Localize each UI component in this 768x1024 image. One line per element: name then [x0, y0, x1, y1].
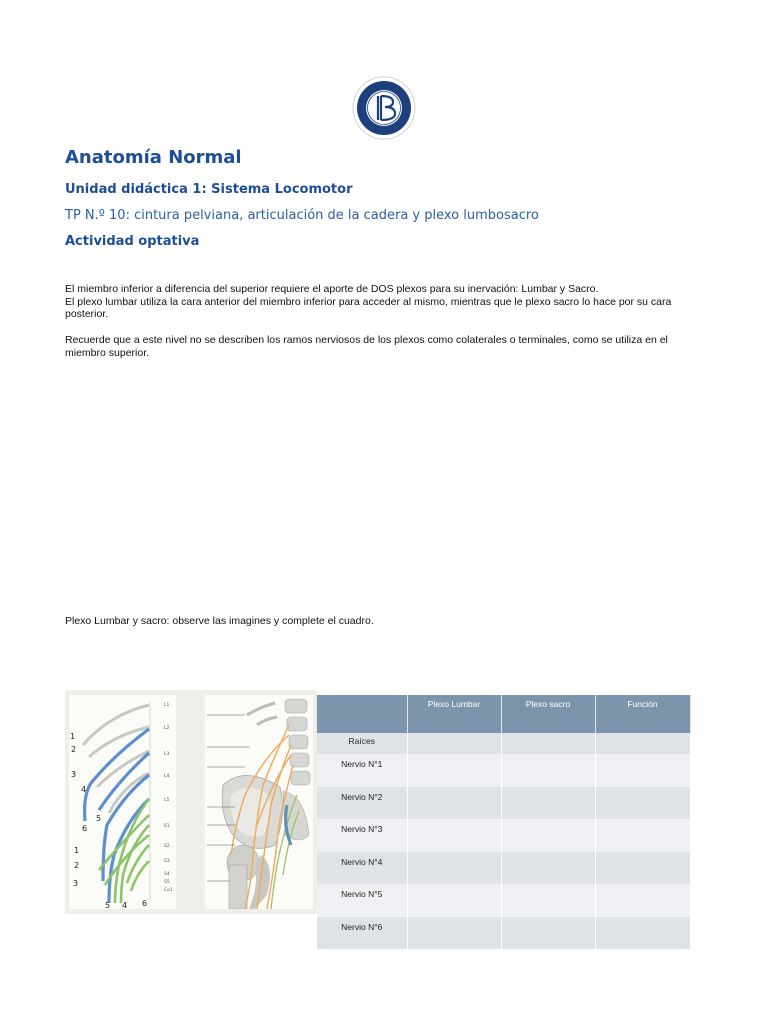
sacral-number-2: 2	[74, 861, 80, 870]
level-label-s2: S2	[164, 844, 170, 849]
level-label-l1: L1	[164, 703, 170, 708]
row-label-nervio-1: Nervio N°1	[317, 754, 407, 787]
cell-input[interactable]	[501, 852, 595, 885]
cell-input[interactable]	[595, 787, 690, 820]
cell-input[interactable]	[501, 819, 595, 852]
row-label-nervio-2: Nervio N°2	[317, 787, 407, 820]
table-row	[317, 819, 690, 852]
header-plexo-lumbar: Plexo Lumbar	[407, 695, 501, 733]
cell-input[interactable]	[407, 852, 501, 885]
cell-input[interactable]	[501, 884, 595, 917]
table-row	[317, 884, 690, 917]
header-empty	[317, 695, 407, 733]
table-row	[317, 754, 690, 787]
cell-input[interactable]	[501, 917, 595, 950]
table-row	[317, 917, 690, 950]
table-row	[317, 733, 690, 754]
level-label-l5: L5	[164, 798, 170, 803]
level-label-s3: S3	[164, 859, 170, 864]
row-label-nervio-3: Nervio N°3	[317, 819, 407, 852]
cell-input[interactable]	[501, 754, 595, 787]
level-label-s5: S5	[164, 880, 170, 885]
row-label-nervio-5: Nervio N°5	[317, 884, 407, 917]
cell-input[interactable]	[595, 852, 690, 885]
cell-input[interactable]	[595, 819, 690, 852]
level-label-l3: L3	[164, 752, 170, 757]
cell-input[interactable]	[407, 884, 501, 917]
cell-input[interactable]	[407, 733, 501, 754]
level-label-s4: S4	[164, 872, 170, 877]
cell-input[interactable]	[595, 754, 690, 787]
header-plexo-sacro: Plexo sacro	[501, 695, 595, 733]
plexus-table	[317, 695, 690, 932]
lumbar-number-1: 1	[70, 732, 76, 741]
table-row	[317, 852, 690, 885]
sacral-number-4: 4	[122, 901, 128, 909]
plexus-completion-table	[317, 695, 691, 949]
plexus-schematic-figure	[69, 695, 176, 909]
cell-input[interactable]	[595, 884, 690, 917]
intro-line-1: El miembro inferior a diferencia del superior requiere el aporte de DOS plexos para su inervación: Lumbar y Sacro.	[65, 283, 599, 295]
instruction-paragraph	[65, 615, 705, 628]
level-label-l2: L2	[164, 726, 170, 731]
tp-title: TP N.º 10: cintura pelviana, articulación de la cadera y plexo lumbosacro	[65, 208, 539, 223]
header-funcion: Función	[595, 695, 690, 733]
institution-seal-logo	[351, 76, 417, 140]
intro-paragraph	[65, 283, 705, 321]
unit-title: Unidad didáctica 1: Sistema Locomotor	[65, 182, 353, 197]
note-paragraph	[65, 334, 705, 359]
lumbar-number-2: 2	[71, 745, 77, 754]
lumbar-number-5: 5	[96, 814, 102, 823]
activity-label: Actividad optativa	[65, 234, 200, 249]
cell-input[interactable]	[407, 917, 501, 950]
level-label-l4: L4	[164, 774, 170, 779]
instruction-text: Plexo Lumbar y sacro: observe las imagines y complete el cuadro.	[65, 615, 374, 627]
sacral-number-5: 5	[105, 901, 111, 909]
cell-input[interactable]	[501, 733, 595, 754]
intro-line-2: El plexo lumbar utiliza la cara anterior del miembro inferior para acceder al mismo, mientras que le plexo sacro lo hace por su cara posterior.	[65, 295, 672, 320]
level-label-s1: S1	[164, 824, 170, 829]
cell-input[interactable]	[595, 917, 690, 950]
pelvis-anatomy-figure	[205, 695, 313, 909]
table-row	[317, 787, 690, 820]
sacral-number-6: 6	[142, 899, 148, 908]
lumbar-number-3: 3	[71, 770, 77, 779]
row-label-raices: Raíces	[317, 733, 407, 754]
lumbar-number-6: 6	[82, 824, 88, 833]
cell-input[interactable]	[407, 787, 501, 820]
sacral-number-1: 1	[74, 846, 80, 855]
level-label-co1: Co1	[164, 888, 173, 893]
row-label-nervio-6: Nervio N°6	[317, 917, 407, 950]
cell-input[interactable]	[407, 819, 501, 852]
cell-input[interactable]	[501, 787, 595, 820]
cell-input[interactable]	[407, 754, 501, 787]
lumbar-number-4: 4	[81, 785, 87, 794]
table-header-row	[317, 695, 690, 733]
note-text: Recuerde que a este nivel no se describen los ramos nerviosos de los plexos como colaterales o terminales, como se utiliza en el miembro superior.	[65, 334, 668, 359]
cell-input[interactable]	[595, 733, 690, 754]
sacral-number-3: 3	[73, 879, 79, 888]
row-label-nervio-4: Nervio N°4	[317, 852, 407, 885]
course-title: Anatomía Normal	[65, 147, 242, 168]
